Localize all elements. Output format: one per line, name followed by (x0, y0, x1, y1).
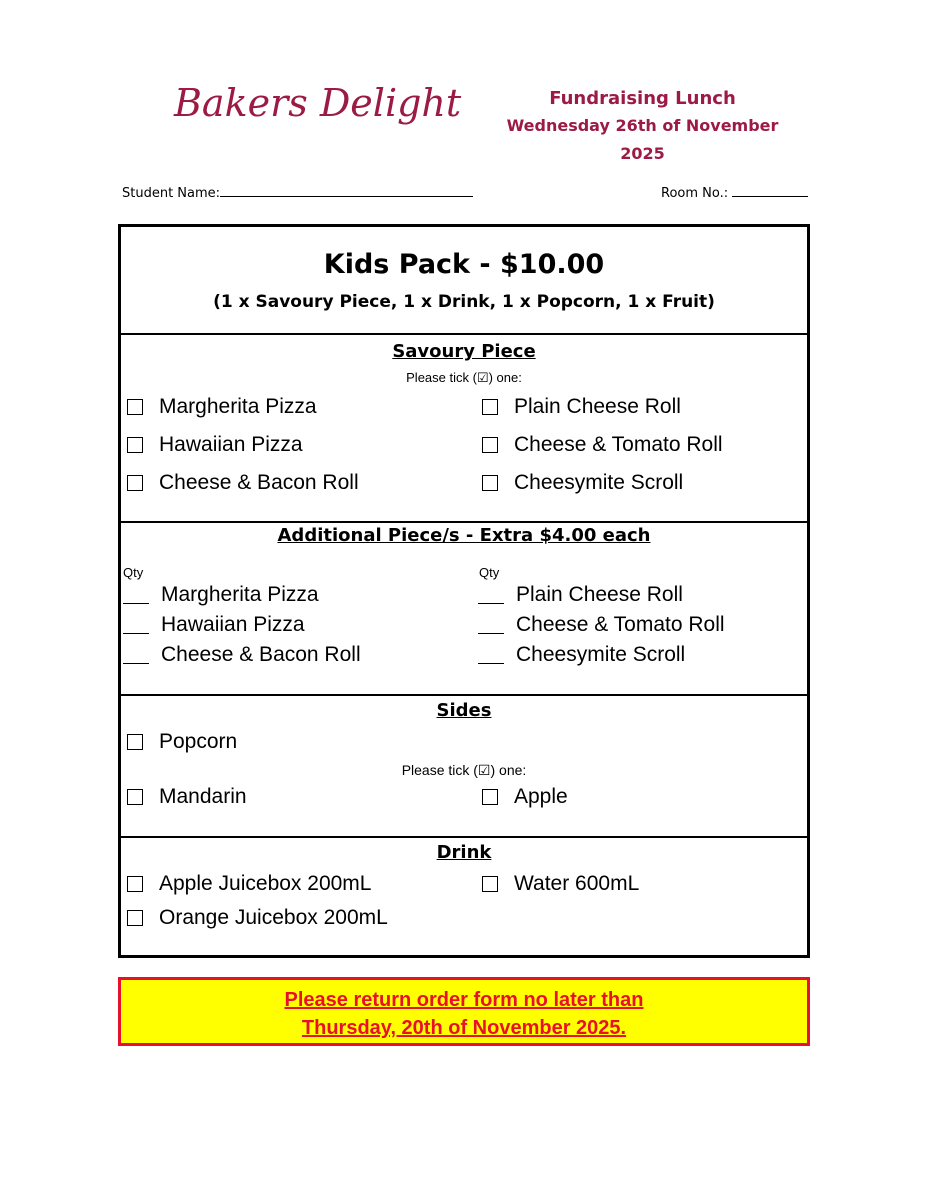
option-label: Cheese & Bacon Roll (161, 643, 361, 666)
option-label: Cheese & Bacon Roll (159, 471, 359, 494)
qty-input[interactable] (123, 587, 149, 604)
savoury-option[interactable] (127, 395, 317, 419)
savoury-note: Please tick (☑) one: (406, 370, 522, 385)
qty-input[interactable] (123, 617, 149, 634)
checkbox[interactable] (482, 399, 498, 415)
additional-option[interactable] (123, 643, 361, 667)
room-label: Room No.: (661, 186, 729, 201)
return-notice (118, 977, 810, 1046)
sides-section (121, 696, 807, 838)
savoury-option[interactable] (482, 471, 683, 495)
checkbox[interactable] (482, 789, 498, 805)
option-label: Orange Juicebox 200mL (159, 906, 388, 929)
qty-input[interactable] (478, 587, 504, 604)
student-name-label: Student Name: (122, 186, 221, 201)
option-label: Cheese & Tomato Roll (514, 433, 723, 456)
sides-title: Sides (436, 700, 492, 721)
pack-subtitle: (1 x Savoury Piece, 1 x Drink, 1 x Popcorn, 1 x Fruit) (213, 292, 715, 312)
sides-option[interactable] (482, 785, 568, 809)
room-number-field[interactable] (661, 184, 808, 201)
drink-option[interactable] (482, 872, 639, 896)
option-label: Mandarin (159, 785, 247, 808)
checkbox[interactable] (482, 437, 498, 453)
additional-option[interactable] (123, 583, 319, 607)
savoury-option[interactable] (127, 471, 359, 495)
additional-option[interactable] (123, 613, 305, 637)
checkbox[interactable] (127, 437, 143, 453)
event-title: Fundraising Lunch (549, 88, 736, 109)
checkbox[interactable] (482, 876, 498, 892)
savoury-title: Savoury Piece (392, 341, 536, 362)
sides-note: Please tick (☑) one: (401, 762, 527, 778)
savoury-option[interactable] (127, 433, 303, 457)
drink-option[interactable] (127, 906, 388, 930)
notice-line-2: Thursday, 20th of November 2025. (301, 1017, 627, 1039)
option-label: Hawaiian Pizza (161, 613, 305, 636)
checkbox[interactable] (127, 789, 143, 805)
additional-title: Additional Piece/s - Extra $4.00 each (277, 525, 651, 546)
additional-option[interactable] (478, 613, 725, 637)
pack-section (121, 227, 807, 335)
qty-label: Qty (123, 565, 144, 580)
student-name-field[interactable] (122, 184, 473, 201)
drink-title: Drink (436, 842, 492, 863)
checkbox[interactable] (127, 910, 143, 926)
option-label: Apple (514, 785, 568, 808)
additional-option[interactable] (478, 583, 683, 607)
order-form (118, 224, 810, 958)
drink-section (121, 838, 807, 955)
option-label: Cheesymite Scroll (516, 643, 686, 666)
checkbox[interactable] (127, 475, 143, 491)
sides-option[interactable] (127, 785, 247, 809)
bakers-delight-logo (172, 74, 462, 144)
option-label: Hawaiian Pizza (159, 433, 303, 456)
option-label: Apple Juicebox 200mL (159, 872, 372, 895)
event-header (490, 86, 795, 168)
qty-input[interactable] (123, 647, 149, 664)
additional-section (121, 523, 807, 696)
option-label: Cheesymite Scroll (514, 471, 684, 494)
option-label: Margherita Pizza (161, 583, 319, 606)
option-label: Plain Cheese Roll (516, 583, 683, 606)
additional-option[interactable] (478, 643, 685, 667)
qty-input[interactable] (478, 617, 504, 634)
option-label: Popcorn (159, 730, 238, 753)
qty-input[interactable] (478, 647, 504, 664)
savoury-option[interactable] (482, 395, 681, 419)
savoury-option[interactable] (482, 433, 723, 457)
checkbox[interactable] (127, 876, 143, 892)
savoury-section (121, 335, 807, 523)
option-label: Plain Cheese Roll (514, 395, 681, 418)
logo-text: Bakers Delight (174, 81, 462, 125)
checkbox[interactable] (482, 475, 498, 491)
option-label: Water 600mL (514, 872, 640, 895)
student-name-line[interactable] (220, 184, 473, 197)
checkbox[interactable] (127, 734, 143, 750)
sides-option[interactable] (127, 730, 237, 754)
notice-line-1: Please return order form no later than (284, 989, 644, 1011)
option-label: Cheese & Tomato Roll (516, 613, 725, 636)
checkbox[interactable] (127, 399, 143, 415)
qty-label: Qty (479, 565, 500, 580)
option-label: Margherita Pizza (159, 395, 317, 418)
drink-option[interactable] (127, 872, 371, 896)
pack-title: Kids Pack - $10.00 (323, 249, 605, 280)
room-number-line[interactable] (732, 184, 808, 197)
event-date: Wednesday 26th of November 2025 (506, 116, 779, 163)
